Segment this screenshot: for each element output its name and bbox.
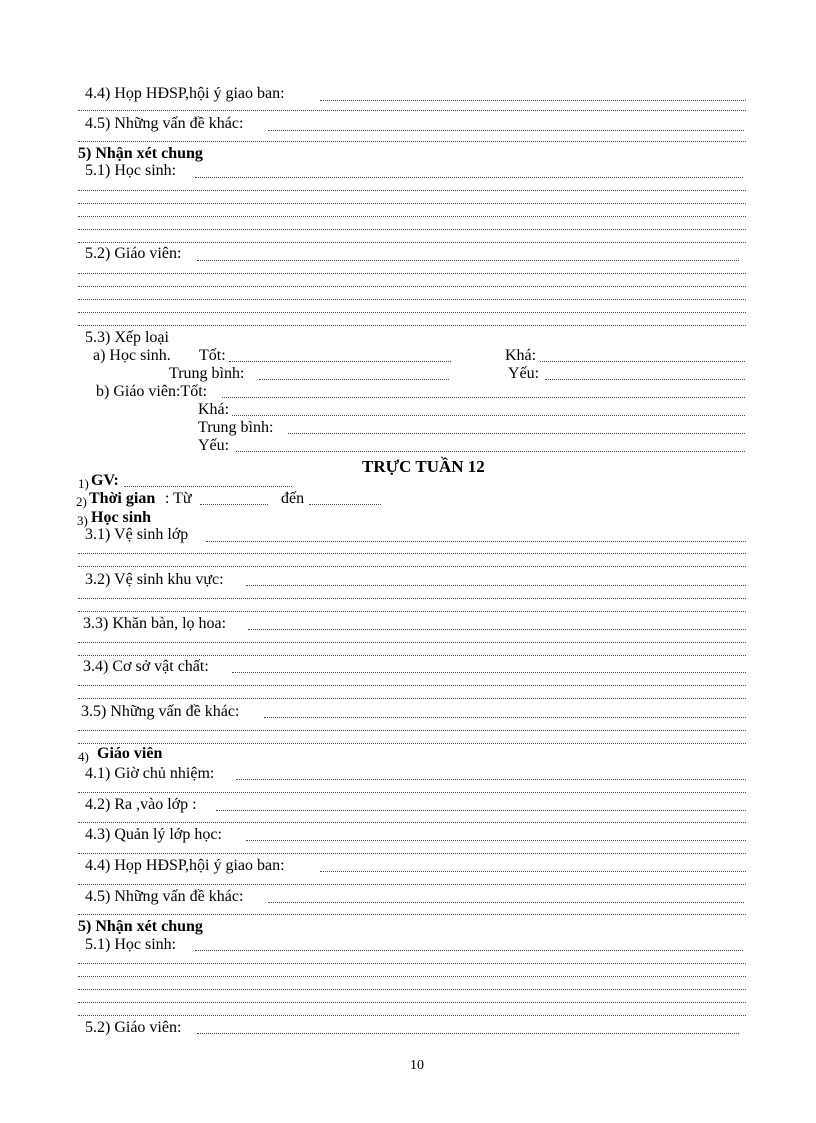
teachers-heading: Giáo viên bbox=[97, 745, 163, 762]
week-title: TRỰC TUẦN 12 bbox=[362, 457, 485, 476]
item-5-2b-label: 5.2) Giáo viên: bbox=[85, 1019, 182, 1036]
fill-line bbox=[78, 976, 746, 977]
gv-number: 1) bbox=[78, 476, 89, 491]
fill-line bbox=[78, 1015, 746, 1016]
fill-line bbox=[320, 100, 746, 101]
item-5-3-label: 5.3) Xếp loại bbox=[85, 329, 169, 346]
item-4-2-label: 4.2) Ra ,vào lớp : bbox=[85, 796, 197, 813]
fill-line bbox=[78, 141, 746, 142]
rating-good-label: Tốt: bbox=[199, 347, 226, 364]
item-4-1-label: 4.1) Giờ chủ nhiệm: bbox=[85, 765, 215, 782]
fill-line bbox=[78, 242, 746, 243]
fill-line bbox=[78, 273, 746, 274]
time-label: Thời gian bbox=[89, 490, 156, 507]
item-3-4-label: 3.4) Cơ sở vật chất: bbox=[83, 658, 209, 675]
fill-line bbox=[78, 190, 746, 191]
item-5-1b-label: 5.1) Học sinh: bbox=[85, 936, 177, 953]
fill-line bbox=[78, 229, 746, 230]
time-from-label: : Từ bbox=[165, 490, 192, 507]
fill-line bbox=[78, 325, 746, 326]
fill-line bbox=[78, 312, 746, 313]
fill-line bbox=[124, 486, 292, 487]
fill-line bbox=[78, 642, 746, 643]
teachers-number: 4) bbox=[78, 749, 89, 764]
fill-line bbox=[78, 698, 746, 699]
fill-line bbox=[78, 1002, 746, 1003]
fill-line bbox=[78, 730, 746, 731]
rating-students-label: a) Học sinh. bbox=[93, 347, 171, 364]
fill-line bbox=[248, 629, 746, 630]
fill-line bbox=[78, 203, 746, 204]
rating-teachers-weak-label: Yếu: bbox=[198, 437, 230, 454]
item-3-1-label: 3.1) Vệ sinh lớp bbox=[85, 526, 189, 543]
item-5-1-label: 5.1) Học sinh: bbox=[85, 162, 177, 179]
fill-line bbox=[78, 914, 746, 915]
time-number: 2) bbox=[76, 494, 87, 509]
fill-line bbox=[78, 299, 746, 300]
fill-line bbox=[236, 451, 745, 452]
section-5b-heading: 5) Nhận xét chung bbox=[78, 918, 203, 935]
fill-line bbox=[222, 397, 745, 398]
fill-line bbox=[288, 433, 745, 434]
fill-line bbox=[78, 655, 746, 656]
fill-line bbox=[78, 110, 746, 111]
fill-line bbox=[216, 810, 746, 811]
fill-line bbox=[268, 902, 744, 903]
item-4-5-label: 4.5) Những vấn đề khác: bbox=[85, 115, 244, 132]
fill-line bbox=[78, 598, 746, 599]
item-4-5b-label: 4.5) Những vấn đề khác: bbox=[85, 888, 244, 905]
fill-line bbox=[78, 566, 746, 567]
rating-teachers-label: b) Giáo viên:Tốt: bbox=[96, 383, 208, 400]
fill-line bbox=[229, 361, 451, 362]
fill-line bbox=[78, 792, 746, 793]
time-to-label: đến bbox=[281, 490, 305, 507]
fill-line bbox=[78, 611, 746, 612]
fill-line bbox=[78, 553, 746, 554]
fill-line bbox=[78, 286, 746, 287]
fill-line bbox=[206, 541, 746, 542]
fill-line bbox=[545, 379, 745, 380]
fill-line bbox=[78, 884, 746, 885]
fill-line bbox=[232, 672, 746, 673]
fill-line bbox=[259, 379, 449, 380]
fill-line bbox=[309, 504, 381, 505]
gv-label: GV: bbox=[91, 472, 119, 489]
fill-line bbox=[195, 950, 743, 951]
students-heading: Học sinh bbox=[91, 509, 152, 526]
rating-teachers-average-label: Trung bình: bbox=[198, 419, 274, 436]
fill-line bbox=[246, 840, 746, 841]
fill-line bbox=[246, 585, 746, 586]
fill-line bbox=[268, 130, 744, 131]
fill-line bbox=[200, 504, 268, 505]
section-5-heading: 5) Nhận xét chung bbox=[78, 145, 203, 162]
rating-teachers-fair-label: Khá: bbox=[198, 401, 230, 418]
fill-line bbox=[264, 717, 746, 718]
fill-line bbox=[236, 779, 746, 780]
fill-line bbox=[540, 361, 745, 362]
rating-average-label: Trung bình: bbox=[169, 365, 245, 382]
fill-line bbox=[78, 853, 746, 854]
item-4-4b-label: 4.4) Họp HĐSP,hội ý giao ban: bbox=[85, 857, 285, 874]
rating-weak-label: Yếu: bbox=[508, 365, 540, 382]
item-4-3-label: 4.3) Quản lý lớp học: bbox=[85, 826, 222, 843]
page-number: 10 bbox=[410, 1058, 424, 1073]
fill-line bbox=[78, 963, 746, 964]
item-3-2-label: 3.2) Vệ sinh khu vực: bbox=[85, 571, 224, 588]
fill-line bbox=[232, 415, 745, 416]
fill-line bbox=[195, 177, 743, 178]
item-4-4-label: 4.4) Họp HĐSP,hội ý giao ban: bbox=[85, 85, 285, 102]
item-5-2-label: 5.2) Giáo viên: bbox=[85, 245, 182, 262]
fill-line bbox=[78, 989, 746, 990]
fill-line bbox=[78, 685, 746, 686]
rating-fair-label: Khá: bbox=[505, 347, 537, 364]
fill-line bbox=[78, 822, 746, 823]
fill-line bbox=[78, 216, 746, 217]
fill-line bbox=[197, 260, 739, 261]
students-number: 3) bbox=[77, 513, 88, 528]
fill-line bbox=[197, 1033, 739, 1034]
fill-line bbox=[78, 743, 746, 744]
item-3-5-label: 3.5) Những vấn đề khác: bbox=[81, 703, 240, 720]
fill-line bbox=[320, 871, 746, 872]
item-3-3-label: 3.3) Khăn bàn, lọ hoa: bbox=[83, 615, 227, 632]
